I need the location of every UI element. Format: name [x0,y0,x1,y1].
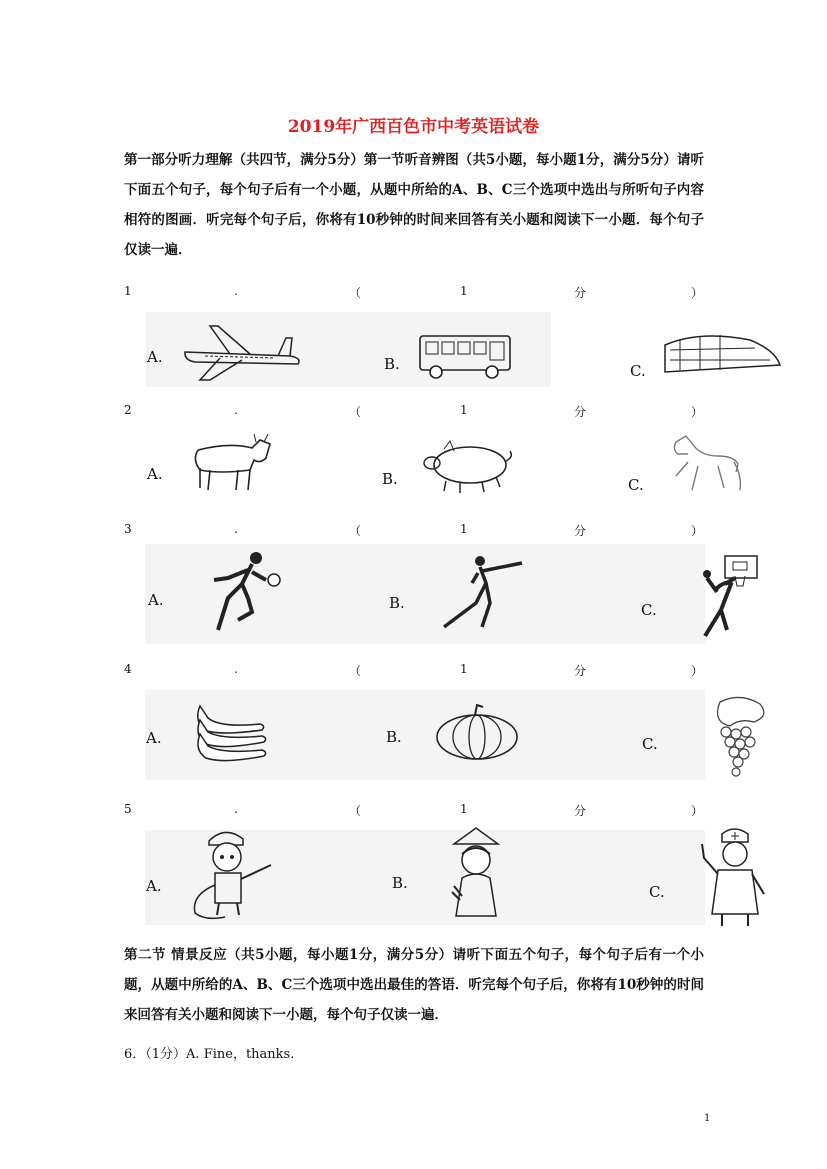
question-dot: . [234,802,238,816]
grapes-image [690,692,775,782]
score-unit: 分 [574,286,587,300]
paren-right: ） [691,286,704,300]
option-c-label: C. [628,476,644,494]
horse-image [668,432,743,502]
score-unit: 分 [574,804,587,818]
bananas-image [190,700,270,765]
question-dot: . [234,662,238,676]
paren-left: （ [349,524,362,538]
option-b-label: B. [386,728,402,746]
option-b-label: B. [392,874,408,892]
cow-image [190,430,275,495]
option-a-label: A. [146,729,162,747]
question-number: 2 [124,403,132,417]
question-score: 1 [460,802,468,816]
score-unit: 分 [574,405,587,419]
question-dot: . [234,522,238,536]
question-number: 1 [124,284,132,298]
option-c-label: C. [641,601,657,619]
firefighter-image [185,825,280,925]
paren-left: （ [349,804,362,818]
option-b-label: B. [389,594,405,612]
question-5-line [124,802,704,822]
question-3-line [124,522,704,542]
question-score: 1 [460,662,468,676]
ethnic-girl-image [440,826,510,921]
question-dot: . [234,403,238,417]
question-number: 4 [124,662,132,676]
score-unit: 分 [574,524,587,538]
section-2-instructions: 第二节 情景反应（共5小题，每小题1分，满分5分）请听下面五个句子，每个句子后有一个小题，从题中所给的A、B、C三个选项中选出最佳的答语．听完每个句子后，你将有10秒钟的时间来回答有关小题和阅读下一小题，每个句子仅读一遍． [124,947,704,1023]
pumpkin-image [435,703,520,763]
paren-right: ） [691,804,704,818]
question-number: 5 [124,802,132,816]
option-c-label: C. [649,883,665,901]
option-c-label: C. [642,735,658,753]
option-a-label: A. [148,591,164,609]
soccer-player-image [208,550,288,640]
page-number: 1 [704,1113,711,1124]
doctor-image [698,824,773,929]
paren-right: ） [691,664,704,678]
question-4-line [124,662,704,682]
question-6: 6．（1分）A. Fine，thanks. [124,1047,295,1062]
basketball-player-image [695,550,765,642]
paren-right: ） [691,405,704,419]
speed-skater-image [432,553,532,633]
option-c-label: C. [630,362,646,380]
question-1-line [124,284,704,304]
question-score: 1 [460,284,468,298]
paren-left: （ [349,405,362,419]
option-b-label: B. [384,355,400,373]
high-speed-train-image [660,320,785,385]
score-unit: 分 [574,664,587,678]
option-a-label: A. [147,465,163,483]
airplane-image [180,318,305,383]
option-b-label: B. [382,470,398,488]
paren-left: （ [349,664,362,678]
question-number: 3 [124,522,132,536]
option-a-label: A. [147,348,163,366]
paren-left: （ [349,286,362,300]
pig-image [420,437,515,497]
page-title: 2019年广西百色市中考英语试卷 [287,117,540,137]
question-score: 1 [460,403,468,417]
question-score: 1 [460,522,468,536]
section-1-instructions: 第一部分听力理解（共四节，满分5分）第一节听音辨图（共5小题，每小题1分，满分5分）请听下面五个句子，每个句子后有一个小题，从题中所给的A、B、C三个选项中选出与所听句子内容相符的图画．听完每个句子后，你将有10秒钟的时间来回答有关小题和阅读下一小题．每个句子仅读一遍． [124,152,704,258]
bus-image [418,330,518,380]
question-dot: . [234,284,238,298]
option-a-label: A. [146,877,162,895]
question-2-line [124,403,704,423]
paren-right: ） [691,524,704,538]
